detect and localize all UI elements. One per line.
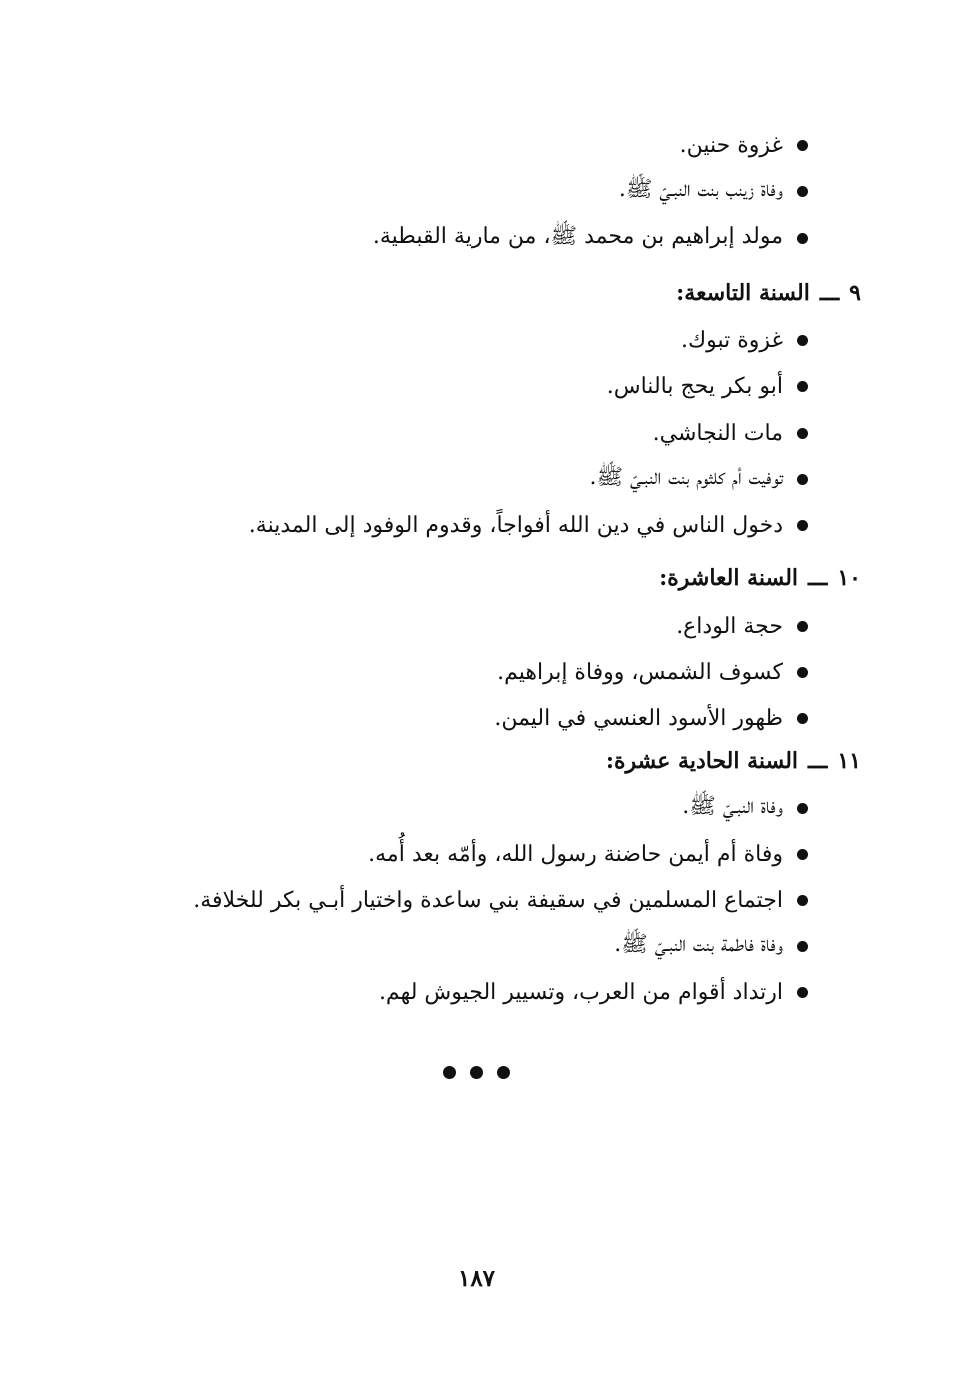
list-item <box>676 604 808 648</box>
heading-title: السنة العاشرة: <box>659 565 799 591</box>
list-item <box>494 696 808 740</box>
bullet-icon <box>797 381 808 392</box>
bullet-icon <box>797 520 808 531</box>
section-heading-year11 <box>606 739 861 783</box>
list-item <box>607 364 808 408</box>
bullet-icon <box>797 140 808 151</box>
list-item-text: أبو بكر يحج بالناس. <box>606 373 783 399</box>
list-item-text: وفاة فاطمة بنت النبـيّ ﷺ. <box>614 932 783 957</box>
bullet-icon <box>797 186 808 197</box>
list-item-text: حجة الوداع. <box>676 613 783 639</box>
heading-dash: ـــ <box>819 280 840 306</box>
list-item-text: كسوف الشمس، ووفاة إبراهيم. <box>497 659 783 685</box>
list-item <box>373 216 808 260</box>
section-heading-year10 <box>659 556 861 600</box>
bullet-icon <box>797 941 808 952</box>
list-item <box>497 650 808 694</box>
heading-title: السنة التاسعة: <box>676 280 810 306</box>
list-item-text: وفاة زينب بنت النبـيّ ﷺ. <box>618 177 783 202</box>
list-item-text: ارتداد أقوام من العرب، وتسيير الجيوش لهم. <box>378 979 783 1005</box>
list-item <box>379 970 808 1014</box>
bullet-icon <box>797 849 808 860</box>
section-divider <box>0 1066 953 1088</box>
list-item <box>368 832 808 876</box>
heading-number: ١٠ <box>837 565 861 591</box>
list-item-text: وفاة النبـيّ ﷺ. <box>682 794 783 819</box>
bullet-icon <box>797 803 808 814</box>
bullet-icon <box>797 987 808 998</box>
bullet-icon <box>797 233 808 244</box>
divider-dot-icon <box>470 1066 483 1079</box>
heading-dash: ـــ <box>808 565 828 591</box>
list-item <box>619 169 808 213</box>
bullet-icon <box>797 428 808 439</box>
list-item <box>614 924 808 968</box>
divider-dot-icon <box>497 1066 510 1079</box>
list-item-text: ظهور الأسود العنسي في اليمن. <box>494 705 783 731</box>
list-item-text: مات النجاشي. <box>652 420 783 446</box>
bullet-icon <box>797 621 808 632</box>
heading-title: السنة الحادية عشرة: <box>605 748 799 774</box>
bullet-icon <box>797 335 808 346</box>
list-item <box>681 318 808 362</box>
list-item <box>193 878 808 922</box>
divider-dot-icon <box>443 1066 456 1079</box>
heading-number: ١١ <box>837 748 861 774</box>
bullet-icon <box>797 474 808 485</box>
bullet-icon <box>797 667 808 678</box>
list-item-text: توفيت أم كلثوم بنت النبـيّ ﷺ. <box>589 465 783 490</box>
section-heading-year9 <box>676 271 861 315</box>
list-item-text: غزوة تبوك. <box>680 327 783 353</box>
list-item-text: دخول الناس في دين الله أفواجاً، وقدوم الوفود إلى المدينة. <box>248 512 783 538</box>
list-item <box>680 123 808 167</box>
list-item <box>589 457 808 501</box>
heading-number: ٩ <box>849 280 861 306</box>
list-item <box>653 411 808 455</box>
list-item <box>682 786 808 830</box>
list-item-text: غزوة حنين. <box>679 132 783 158</box>
bullet-icon <box>797 713 808 724</box>
list-item <box>249 503 808 547</box>
list-item-text: وفاة أم أيمن حاضنة رسول الله، وأمّه بعد أُمه. <box>368 841 783 867</box>
heading-dash: ـــ <box>808 748 828 774</box>
list-item-text: مولد إبراهيم بن محمد ﷺ، من مارية القبطية. <box>372 224 783 249</box>
bullet-icon <box>797 895 808 906</box>
list-item-text: اجتماع المسلمين في سقيفة بني ساعدة واختيار أبـي بكر للخلافة. <box>193 887 783 913</box>
page-number: ١٨٧ <box>457 1265 496 1292</box>
